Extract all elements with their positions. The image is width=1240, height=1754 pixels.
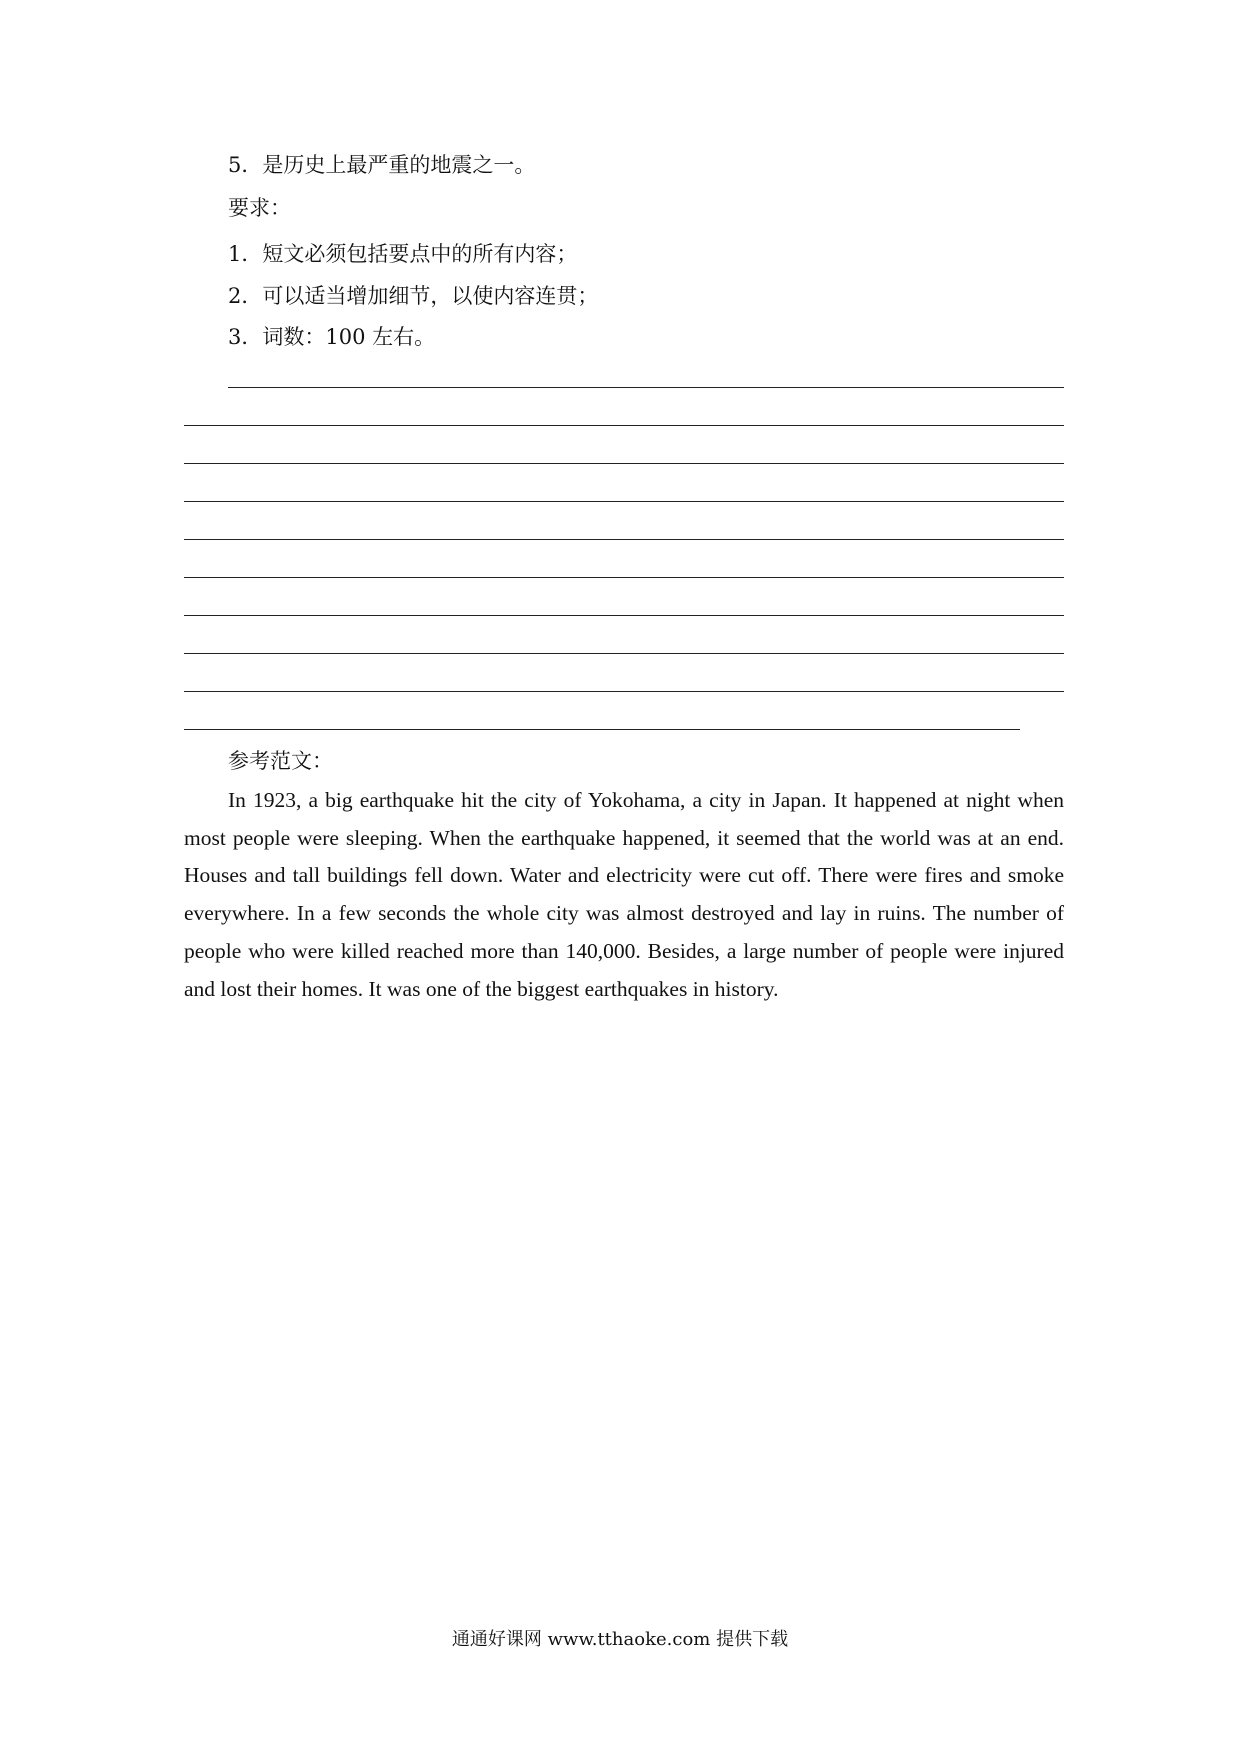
answer-line (184, 729, 1020, 730)
answer-line (184, 501, 1064, 502)
requirement-2: 2．可以适当增加细节，以使内容连贯； (228, 284, 599, 308)
requirement-1: 1．短文必须包括要点中的所有内容； (228, 242, 578, 266)
requirement-3: 3．词数：100 左右。 (228, 325, 436, 349)
answer-line (184, 577, 1064, 578)
requirements-heading: 要求： (228, 196, 291, 220)
answer-line (184, 425, 1064, 426)
sample-heading: 参考范文： (228, 749, 333, 773)
answer-line (184, 615, 1064, 616)
point-5: 5．是历史上最严重的地震之一。 (228, 153, 536, 177)
footer-credit: 通通好课网 www.tthaoke.com 提供下载 (451, 1629, 789, 1650)
sample-essay: In 1923, a big earthquake hit the city of Yokohama, a city in Japan. It happened at night when most people were sleeping. When the earthquake happened, it seemed that the world was at an end. Houses and tall buildings fell down. Water and electricity were cut off. There were fires and smoke everywhere. In a few seconds the whole city was almost destroyed and lay in ruins. The number of people who were killed reached more than 140,000. Besides, a large number of people were injured and lost their homes. It was one of the biggest earthquakes in history. (184, 788, 1064, 1001)
answer-line (228, 387, 1064, 388)
answer-line (184, 691, 1064, 692)
answer-line (184, 653, 1064, 654)
answer-line (184, 539, 1064, 540)
answer-line (184, 463, 1064, 464)
